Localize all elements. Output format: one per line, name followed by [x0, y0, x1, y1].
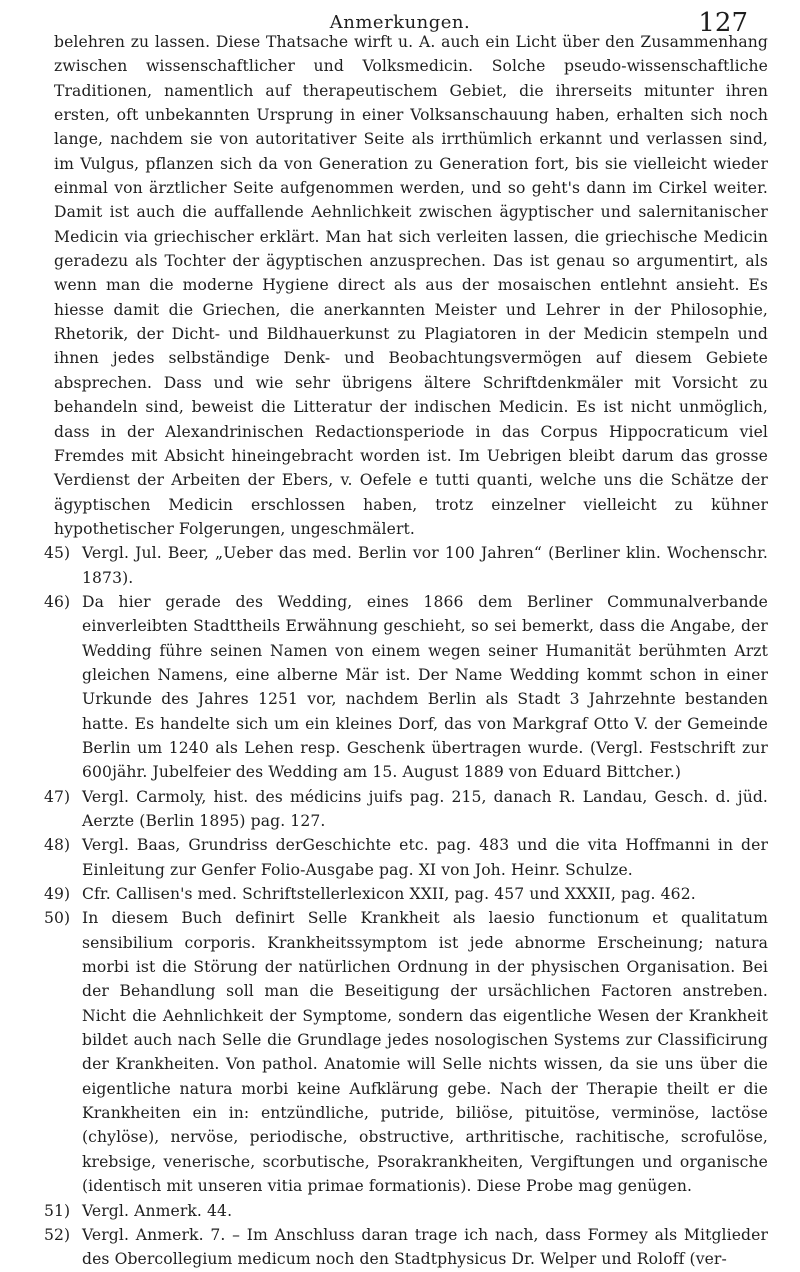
endnote-47	[44, 785, 768, 834]
body-text	[44, 30, 768, 1272]
endnote-number: 49)	[44, 885, 71, 904]
endnote-52	[44, 1223, 768, 1272]
page-number: 127	[698, 8, 748, 38]
endnote-text: Vergl. Carmoly, hist. des médicins juifs pag. 215, danach R. Landau, Gesch. d. jüd. Aerzte (Berlin 1895) pag. 127.	[82, 787, 768, 830]
endnote-text: Vergl. Anmerk. 7. – Im Anschluss daran trage ich nach, dass Formey als Mitglieder des Obercollegium medicum noch den Stadtphysicus Dr. Welper und Roloff (ver-	[82, 1225, 768, 1269]
endnote-50	[44, 906, 768, 1198]
running-title: Anmerkungen.	[329, 12, 471, 33]
endnote-46	[44, 590, 768, 785]
endnote-number: 46)	[44, 592, 71, 611]
endnote-51	[44, 1199, 768, 1223]
endnote-text: In diesem Buch definirt Selle Krankheit als laesio functionum et qualitatum sensibilium corporis. Krankheitssymptom ist jede abnorme Erscheinung; natura morbi ist die Störung der natürlichen Ordnung in der physischen Organisation. Bei der Behandlung soll man die Beseitigung der ursächlichen Factoren anstreben. Nicht die Aehnlichkeit der Symptome, sondern das eigentliche Wesen der Krankheit bildet auch nach Selle die Grundlage jedes nosologischen Systems zur Classificirung der Krankheiten. Von pathol. Anatomie will Selle nichts wissen, da sie uns über die eigentliche natura morbi keine Aufklärung gebe. Nach der Therapie theilt er die Krankheiten ein in: entzündliche, putride, biliöse, pituitöse, verminöse, lactöse (chylöse), nervöse, periodische, obstructive, arthritische, rachitische, scrofulöse, krebsige, venerische, scorbutische, Psorakrankheiten, Vergiftungen und organische (identisch mit unseren vitia primae formationis). Diese Probe mag genügen.	[82, 909, 768, 1196]
endnote-number: 51)	[44, 1201, 71, 1220]
endnote-text: Cfr. Callisen's med. Schriftstellerlexicon XXII, pag. 457 und XXXII, pag. 462.	[82, 885, 696, 904]
endnote-number: 45)	[44, 544, 71, 563]
endnote-number: 52)	[44, 1225, 71, 1244]
endnote-number: 47)	[44, 787, 71, 806]
endnote-48	[44, 833, 768, 882]
endnote-49	[44, 882, 768, 906]
endnote-number: 48)	[44, 836, 71, 855]
endnote-45	[44, 541, 768, 590]
continued-paragraph: belehren zu lassen. Diese Thatsache wirft u. A. auch ein Licht über den Zusammenhang zwischen wissenschaftlicher und Volksmedicin. Solche pseudo-wissenschaftliche Traditionen, namentlich auf therapeutischem Gebiet, die ihrerseits mitunter ihren ersten, oft unbekannten Ursprung in einer Volksanschauung haben, erhalten sich noch lange, nachdem sie von autoritativer Seite als irrthümlich erkannt und verlassen sind, im Vulgus, pflanzen sich da von Generation zu Generation fort, bis sie vielleicht wieder einmal von ärztlicher Seite aufgenommen werden, und so geht's dann im Cirkel weiter. Damit ist auch die auffallende Aehnlichkeit zwischen ägyptischer und salernitanischer Medicin via griechischer erklärt. Man hat sich verleiten lassen, die griechische Medicin geradezu als Tochter der ägyptischen anzusprechen. Das ist genau so argumentirt, als wenn man die moderne Hygiene direct als aus der mosaischen entlehnt ansieht. Es hiesse damit die Griechen, die anerkannten Meister und Lehrer in der Philosophie, Rhetorik, der Dicht- und Bildhauerkunst zu Plagiatoren in der Medicin stempeln und ihnen jedes selbständige Denk- und Beobachtungsvermögen auf diesem Gebiete absprechen. Dass und wie sehr übrigens ältere Schriftdenkmäler mit Vorsicht zu behandeln sind, beweist die Litteratur der indischen Medicin. Es ist nicht unmöglich, dass in der Alexandrinischen Redactionsperiode in das Corpus Hippocraticum viel Fremdes mit Absicht hineingebracht worden ist. Im Uebrigen bleibt darum das grosse Verdienst der Arbeiten der Ebers, v. Oefele e tutti quanti, welche uns die Schätze der ägyptischen Medicin erschlossen haben, trotz einzelner vielleicht zu kühner hypothetischer Folgerungen, ungeschmälert.	[54, 33, 768, 538]
endnote-text: Vergl. Baas, Grundriss derGeschichte etc. pag. 483 und die vita Hoffmanni in der Einleitung zur Genfer Folio-Ausgabe pag. XI von Joh. Heinr. Schulze.	[82, 836, 768, 879]
endnote-number: 50)	[44, 909, 71, 928]
endnote-text: Da hier gerade des Wedding, eines 1866 dem Berliner Communalverbande einverleibten Stadttheils Erwähnung geschieht, so sei bemerkt, dass die Angabe, der Wedding führe seinen Namen von einem wegen seiner Humanität berühmten Arzt gleichen Namens, eine alberne Mär ist. Der Name Wedding kommt schon in einer Urkunde des Jahres 1251 vor, nachdem Berlin als Stadt 3 Jahrzehnte bestanden hatte. Es handelte sich um ein kleines Dorf, das von Markgraf Otto V. der Gemeinde Berlin um 1240 als Lehen resp. Geschenk übertragen wurde. (Vergl. Festschrift zur 600jähr. Jubelfeier des Wedding am 15. August 1889 von Eduard Bittcher.)	[82, 592, 768, 782]
endnote-text: Vergl. Anmerk. 44.	[82, 1201, 233, 1220]
endnote-text: Vergl. Jul. Beer, „Ueber das med. Berlin vor 100 Jahren“ (Berliner klin. Wochenschr. 1873).	[82, 544, 768, 587]
